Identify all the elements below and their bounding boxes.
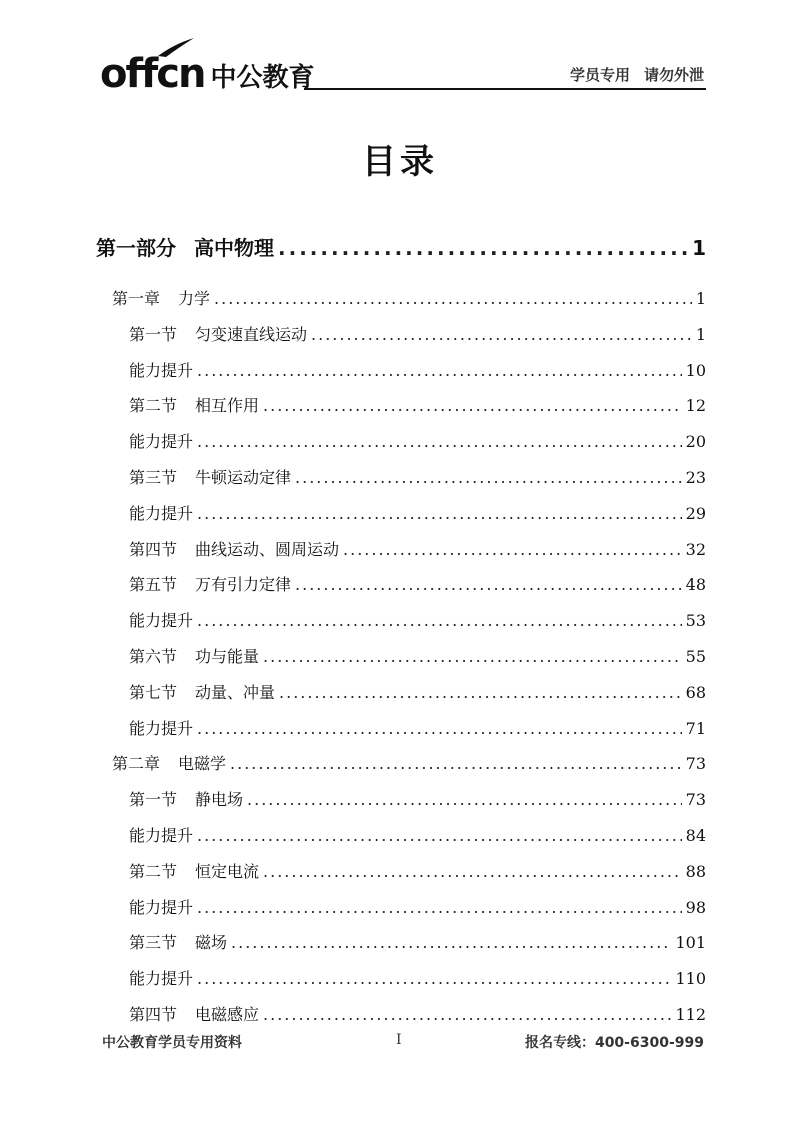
toc-entry-page: 32	[685, 539, 706, 559]
page-title: 目录	[362, 142, 438, 182]
toc-entry-page: 1	[695, 289, 706, 308]
toc-entry-title: 相互作用	[195, 396, 260, 416]
header-note-students-only: 学员专用	[569, 66, 630, 84]
toc-entry-label	[129, 465, 291, 488]
toc-dot-leader	[214, 289, 692, 308]
toc-entry-label	[129, 716, 193, 739]
toc-entry-label	[129, 680, 275, 703]
toc-entry-page: 55	[685, 647, 706, 666]
toc-entry-section[interactable]	[129, 322, 706, 345]
toc-entry-title: 能力提升	[129, 611, 194, 631]
toc-entry-section[interactable]	[129, 716, 706, 739]
toc-entry-section[interactable]	[129, 966, 706, 989]
toc-entry-section[interactable]	[129, 429, 706, 452]
toc-dot-leader	[197, 719, 682, 738]
toc-entry-page: 20	[685, 432, 706, 452]
toc-entry-number: 第四节	[129, 539, 178, 559]
footer-hotline: 报名专线：400-6300-999	[524, 1035, 704, 1051]
toc-entry-title: 电磁感应	[195, 1005, 260, 1024]
toc-entry-page: 10	[685, 360, 706, 380]
toc-entry-title: 曲线运动、圆周运动	[195, 539, 340, 559]
toc-entry-title: 高中物理	[194, 236, 274, 260]
toc-entry-section[interactable]	[129, 823, 706, 846]
toc-entry-section[interactable]	[129, 644, 706, 667]
toc-entry-page: 29	[685, 503, 706, 523]
toc-entry-page: 12	[685, 396, 706, 416]
toc-dot-leader	[230, 754, 682, 773]
toc-entry-page: 1	[692, 236, 706, 260]
page-number: I	[396, 1032, 402, 1048]
toc-dot-leader	[263, 647, 682, 666]
toc-entry-section[interactable]	[129, 787, 706, 810]
toc-entry-section[interactable]	[129, 537, 706, 560]
toc-entry-title: 能力提升	[129, 897, 194, 917]
toc-entry-number: 第三节	[129, 468, 178, 487]
toc-entry-page: 101	[675, 933, 706, 953]
toc-entry-section[interactable]	[129, 930, 706, 953]
toc-dot-leader	[263, 396, 682, 415]
toc-entry-number: 第四节	[129, 1005, 178, 1024]
toc-entry-label	[129, 393, 259, 416]
toc-entry-page: 88	[685, 861, 706, 881]
toc-dot-leader	[197, 898, 682, 917]
brand-logo	[100, 44, 315, 97]
toc-entry-page: 110	[675, 969, 706, 989]
toc-entry-label	[129, 429, 193, 452]
toc-entry-page: 71	[685, 718, 706, 738]
toc-entry-number: 第二节	[129, 861, 178, 881]
toc-dot-leader	[197, 361, 682, 380]
toc-entry-page: 112	[675, 1005, 706, 1024]
toc-entry-label	[129, 358, 193, 381]
toc-entry-section[interactable]	[129, 572, 706, 595]
toc-entry-title: 万有引力定律	[195, 575, 292, 595]
toc-entry-page: 84	[685, 826, 706, 845]
toc-entry-page: 23	[685, 468, 706, 487]
toc-entry-number: 第一部分	[96, 236, 176, 260]
toc-entry-title: 能力提升	[129, 969, 194, 989]
toc-entry-section[interactable]	[129, 895, 706, 918]
toc-entry-number: 第一章	[112, 289, 161, 308]
toc-entry-page: 68	[685, 682, 706, 702]
toc-dot-leader	[343, 540, 682, 559]
toc-entry-number: 第五节	[129, 575, 178, 595]
logo-wordmark: offcn	[100, 51, 205, 97]
toc-entry-page: 1	[695, 324, 706, 344]
toc-entry-title: 能力提升	[129, 432, 194, 452]
toc-dot-leader	[279, 683, 682, 702]
logo-swoosh-icon	[156, 36, 196, 58]
toc-dot-leader	[197, 826, 682, 845]
toc-entry-title: 能力提升	[129, 360, 194, 380]
toc-entry-page: 53	[685, 611, 706, 631]
toc-entry-title: 能力提升	[129, 718, 194, 738]
toc-entry-label	[129, 608, 193, 631]
toc-dot-leader	[197, 432, 682, 451]
toc-entry-label	[129, 644, 259, 667]
toc-entry-title: 能力提升	[129, 826, 194, 845]
toc-dot-leader	[278, 236, 688, 260]
toc-entry-label	[129, 501, 193, 524]
toc-dot-leader	[295, 468, 682, 487]
toc-entry-number: 第一节	[129, 790, 178, 810]
toc-entry-section[interactable]	[129, 501, 706, 524]
toc-entry-number: 第三节	[129, 933, 178, 953]
toc-entry-label	[96, 232, 274, 261]
toc-entry-title: 恒定电流	[195, 861, 260, 881]
toc-entry-label	[129, 823, 193, 846]
logo-chinese-name: 中公教育	[210, 63, 315, 93]
toc-entry-title: 动量、冲量	[195, 682, 276, 702]
toc-entry-number: 第七节	[129, 682, 178, 702]
toc-entry-page: 73	[685, 754, 706, 774]
toc-entry-label	[112, 286, 210, 309]
toc-entry-label	[129, 966, 193, 989]
toc-entry-section[interactable]	[129, 393, 706, 416]
toc-entry-page: 98	[685, 897, 706, 917]
toc-entry-chapter[interactable]	[112, 286, 706, 309]
toc-dot-leader	[263, 1005, 671, 1024]
toc-entry-section[interactable]	[129, 608, 706, 631]
toc-entry-number: 第二节	[129, 396, 178, 416]
toc-entry-number: 第二章	[112, 754, 161, 774]
toc-entry-number: 第一节	[129, 324, 178, 344]
toc-entry-title: 力学	[178, 289, 211, 308]
toc-dot-leader	[197, 969, 671, 988]
toc-entry-title: 磁场	[195, 933, 228, 953]
toc-entry-label	[129, 1002, 259, 1025]
toc-dot-leader	[197, 611, 682, 630]
header-rule	[304, 88, 706, 90]
footer-caption: 中公教育学员专用资料	[102, 1035, 242, 1051]
toc-entry-label	[129, 537, 339, 560]
toc-entry-title: 电磁学	[178, 754, 227, 774]
page-header	[0, 0, 800, 100]
toc-entry-section[interactable]	[129, 859, 706, 882]
toc-entry-page: 73	[685, 790, 706, 810]
toc-entry-label	[129, 787, 243, 810]
toc-entry-title: 能力提升	[129, 503, 194, 523]
toc-dot-leader	[263, 862, 682, 881]
toc-entry-label	[129, 859, 259, 882]
toc-entry-title: 匀变速直线运动	[195, 324, 308, 344]
toc-entry-chapter[interactable]	[112, 751, 706, 774]
toc-entry-label	[129, 322, 307, 345]
toc-entry-label	[129, 895, 193, 918]
toc-dot-leader	[247, 790, 682, 809]
toc-entry-label	[112, 751, 226, 774]
page-footer	[0, 1032, 800, 1056]
toc-entry-section[interactable]	[129, 465, 706, 488]
toc-entry-title: 牛顿运动定律	[195, 468, 292, 487]
toc-entry-page: 48	[685, 575, 706, 595]
toc-entry-label	[129, 572, 291, 595]
toc-entry-part[interactable]	[96, 232, 706, 261]
header-notice	[570, 64, 704, 85]
toc-entry-section[interactable]	[129, 1002, 706, 1025]
toc-entry-number: 第六节	[129, 647, 178, 666]
toc-entry-label	[129, 930, 227, 953]
toc-entry-section[interactable]	[129, 680, 706, 703]
toc-entry-title: 静电场	[195, 790, 244, 810]
toc-entry-title: 功与能量	[195, 647, 260, 666]
header-note-no-distribution: 请勿外泄	[643, 66, 704, 84]
toc-dot-leader	[295, 575, 682, 594]
toc-dot-leader	[231, 933, 671, 952]
toc-dot-leader	[197, 504, 682, 523]
toc-entry-section[interactable]	[129, 358, 706, 381]
toc-dot-leader	[311, 325, 692, 344]
